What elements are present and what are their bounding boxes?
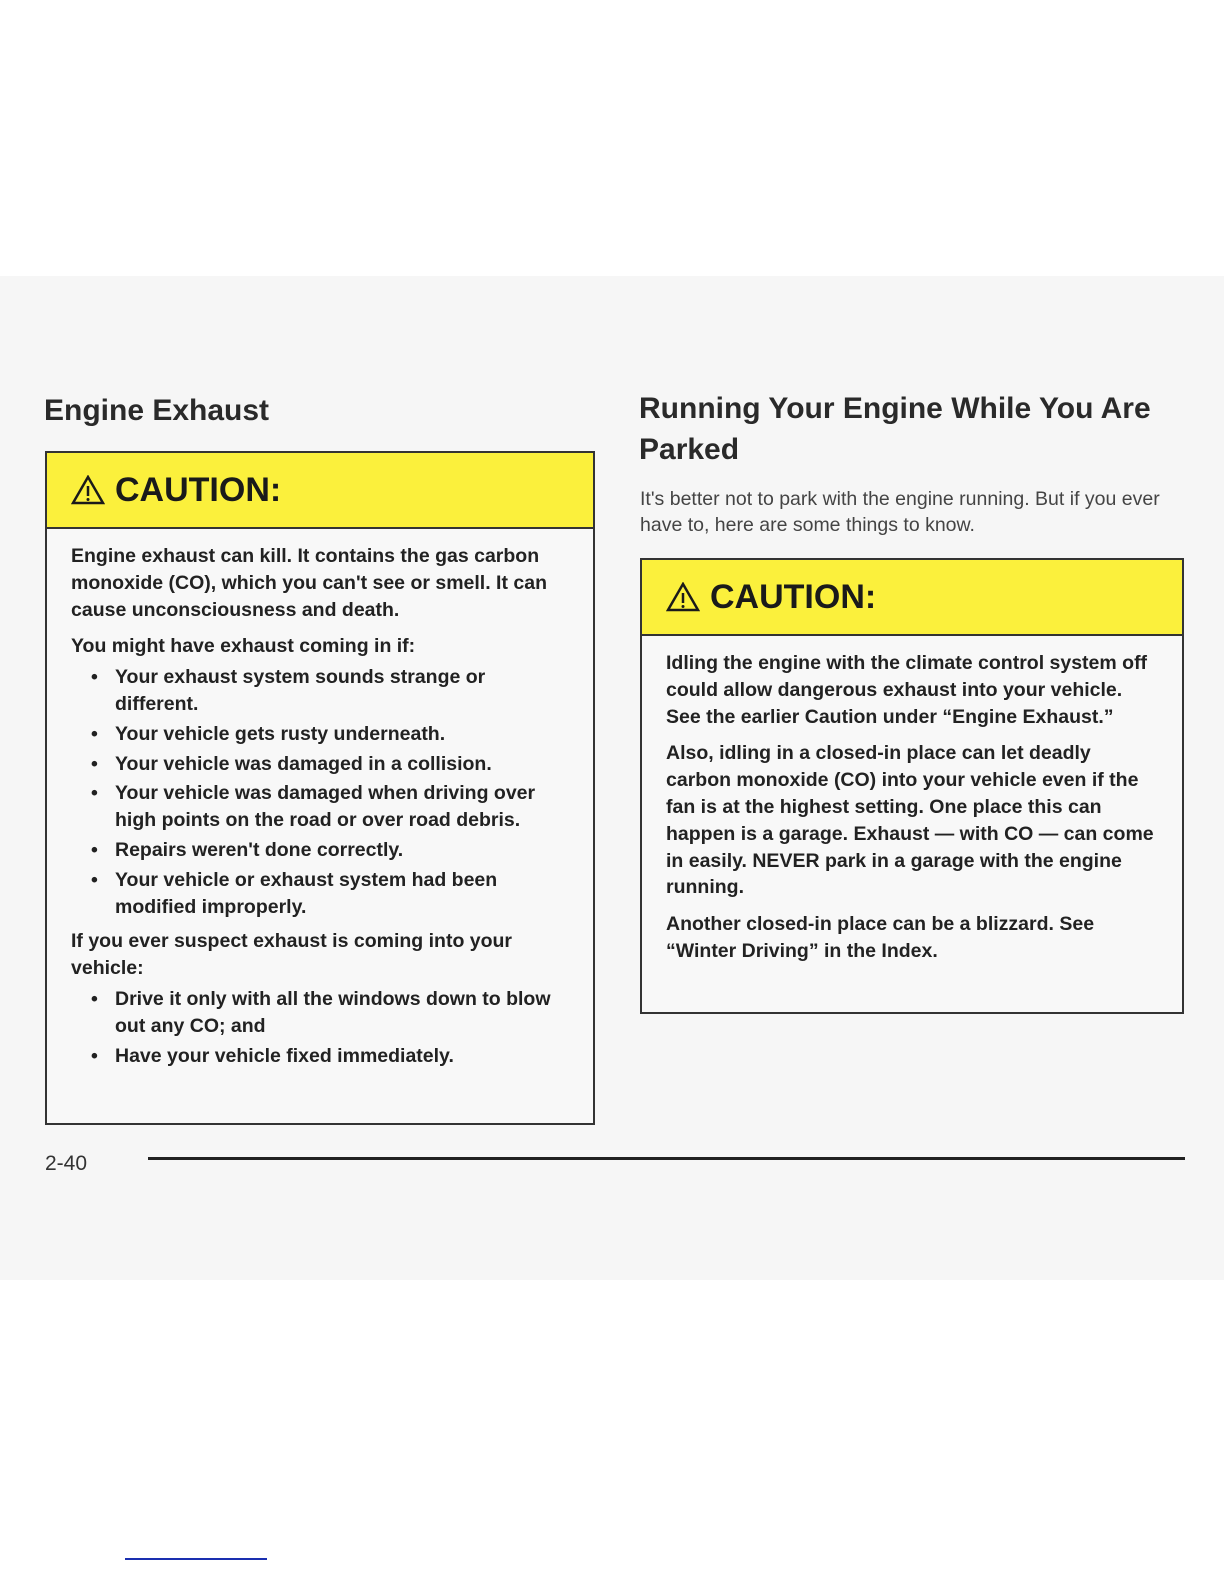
list-item: • Repairs weren't done correctly. [115, 837, 569, 864]
blue-underline-divider [125, 1558, 267, 1560]
warning-triangle-icon [71, 475, 105, 505]
list-item: • Your exhaust system sounds strange or different. [115, 664, 569, 718]
list-item: • Your vehicle gets rusty underneath. [115, 721, 569, 748]
list-item: • Your vehicle or exhaust system had been modified improperly. [115, 867, 569, 921]
paragraph: Another closed-in place can be a blizzard. See “Winter Driving” in the Index. [666, 913, 1095, 962]
caution-content [47, 529, 593, 1069]
list-item: • Your vehicle was damaged in a collision. [115, 751, 569, 778]
page-number: 2-40 [45, 1152, 88, 1175]
caution-content [642, 636, 1182, 965]
list-item: • Your vehicle was damaged when driving over high points on the road or over road debris. [115, 780, 569, 834]
list-item: • Drive it only with all the windows down to blow out any CO; and [115, 986, 569, 1040]
list-item: • Have your vehicle fixed immediately. [115, 1043, 569, 1070]
paragraph: Idling the engine with the climate control system off could allow dangerous exhaust into your vehicle. See the earlier Caution under “Engine Exhaust.” [666, 652, 1148, 728]
bullet-list [71, 986, 569, 1069]
caution-label: CAUTION: [710, 577, 877, 616]
caution-box-running-engine [640, 558, 1184, 1014]
footer-rule [148, 1157, 1185, 1160]
bullet-list [71, 664, 569, 920]
section-heading-engine-exhaust: Engine Exhaust [44, 394, 270, 427]
paragraph: Engine exhaust can kill. It contains the gas carbon monoxide (CO), which you can't see or smell. It can cause unconsciousness and death. [71, 545, 547, 621]
intro-paragraph: It's better not to park with the engine running. But if you ever have to, here are some things to know. [640, 488, 1160, 536]
warning-triangle-icon [666, 582, 700, 612]
caution-box-engine-exhaust [45, 451, 595, 1125]
caution-header [47, 453, 593, 529]
section-heading-running-engine-parked: Running Your Engine While You Are Parked [639, 392, 1151, 466]
paragraph: If you ever suspect exhaust is coming into your vehicle: [71, 930, 513, 980]
caution-header [642, 560, 1182, 636]
paragraph: Also, idling in a closed-in place can let deadly carbon monoxide (CO) into your vehicle even if the fan is at the highest setting. One place this can happen is a garage. Exhaust — with CO — can come in easily. NEVER park in a garage with the engine running. [666, 742, 1154, 899]
caution-label: CAUTION: [115, 470, 282, 509]
paragraph: You might have exhaust coming in if: [71, 635, 416, 658]
